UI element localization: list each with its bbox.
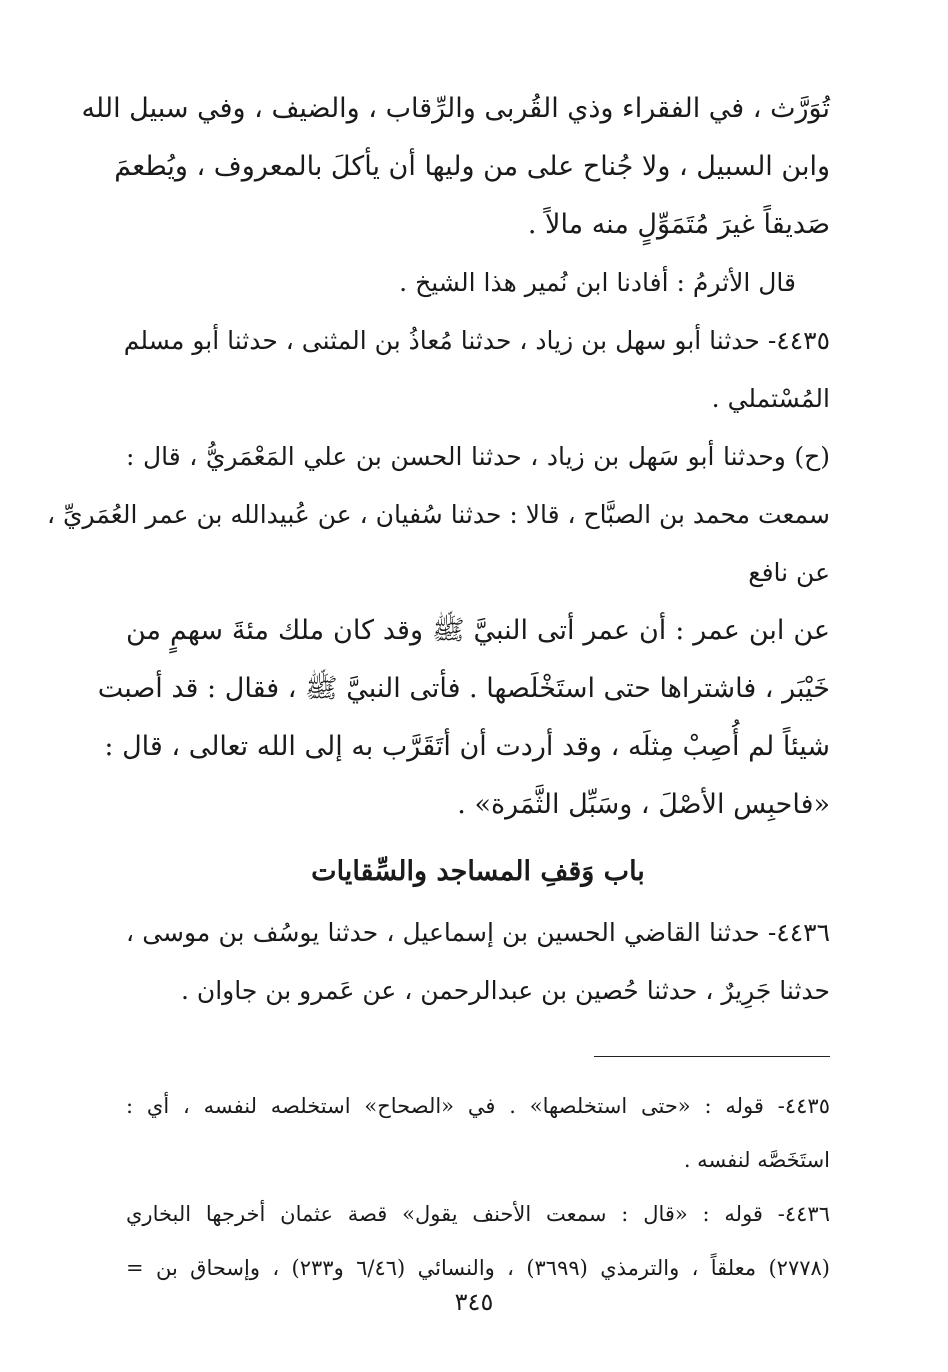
text-line: (ح) وحدثنا أبو سَهل بن زياد ، حدثنا الحسن بن علي المَعْمَريُّ ، قال : [126, 442, 830, 471]
footnote-line: ٤٤٣٦- قوله : «قال : سمعت الأحنف يقول» قصة عثمان أخرجها البخاري [126, 1202, 830, 1226]
text-line: سمعت محمد بن الصبَّاح ، قالا : حدثنا سُفيان ، عن عُبيدالله بن عمر العُمَريِّ ، [46, 500, 830, 529]
text-line: المُسْتملي . [711, 384, 830, 413]
text-line: ٤٤٣٥- حدثنا أبو سهل بن زياد ، حدثنا مُعاذُ بن المثنى ، حدثنا أبو مسلم [123, 326, 830, 355]
page-number: ٣٤٥ [454, 1288, 494, 1316]
footnote-line: (٢٧٧٨) معلقاً ، والترمذي (٣٦٩٩) ، والنسائي (٦/٤٦ و٢٣٣) ، وإسحاق بن = [126, 1256, 830, 1280]
hadith-4436-isnad [126, 904, 830, 1020]
text-line: تُوَرَّث ، في الفقراء وذي القُربى والرِّقاب ، والضيف ، وفي سبيل الله [81, 93, 830, 124]
text-line: وابن السبيل ، ولا جُناح على من وليها أن يأكلَ بالمعروف ، ويُطعمَ [114, 151, 830, 182]
chapter-title: باب وَقفِ المساجد والسِّقايات [311, 856, 645, 887]
footnote-4435 [126, 1079, 830, 1187]
footnotes [126, 1079, 830, 1295]
hadith-4435-second-isnad [46, 428, 830, 602]
footnote-line: استَخَصَّه لنفسه . [683, 1148, 830, 1172]
text-line: خَيْبَر ، فاشتراها حتى استَخْلَصها . فأتى النبيَّ ﷺ ، فقال : قد أصبت [97, 673, 830, 704]
text-line: «فاحبِس الأصْلَ ، وسَبِّل الثَّمَرة» . [457, 789, 830, 820]
footnote-divider [594, 1056, 830, 1057]
text-line: عن ابن عمر : أن عمر أتى النبيَّ ﷺ وقد كان ملك مئةَ سهمٍ من [126, 615, 830, 646]
hadith-4435-matn [97, 602, 830, 834]
text-line: صَديقاً غيرَ مُتَمَوِّلٍ منه مالاً . [527, 209, 830, 240]
athram-note: قال الأثرمُ : أفادنا ابن نُمير هذا الشيخ . [399, 268, 796, 297]
footnote-4436 [126, 1187, 830, 1295]
hadith-4435-isnad [123, 312, 830, 428]
footnote-line: ٤٤٣٥- قوله : «حتى استخلصها» . في «الصحاح» استخلصه لنفسه ، أي : [126, 1094, 830, 1118]
text-line: عن نافع [748, 558, 830, 587]
text-line: شيئاً لم أُصِبْ مِثلَه ، وقد أردت أن أتَقَرَّب به إلى الله تعالى ، قال : [104, 731, 830, 762]
text-line: ٤٤٣٦- حدثنا القاضي الحسين بن إسماعيل ، حدثنا يوسُف بن موسى ، [126, 918, 830, 947]
text-line: حدثنا جَرِيرٌ ، حدثنا حُصين بن عبدالرحمن ، عن عَمرو بن جاوان . [180, 976, 830, 1005]
continuation-text [81, 80, 830, 254]
